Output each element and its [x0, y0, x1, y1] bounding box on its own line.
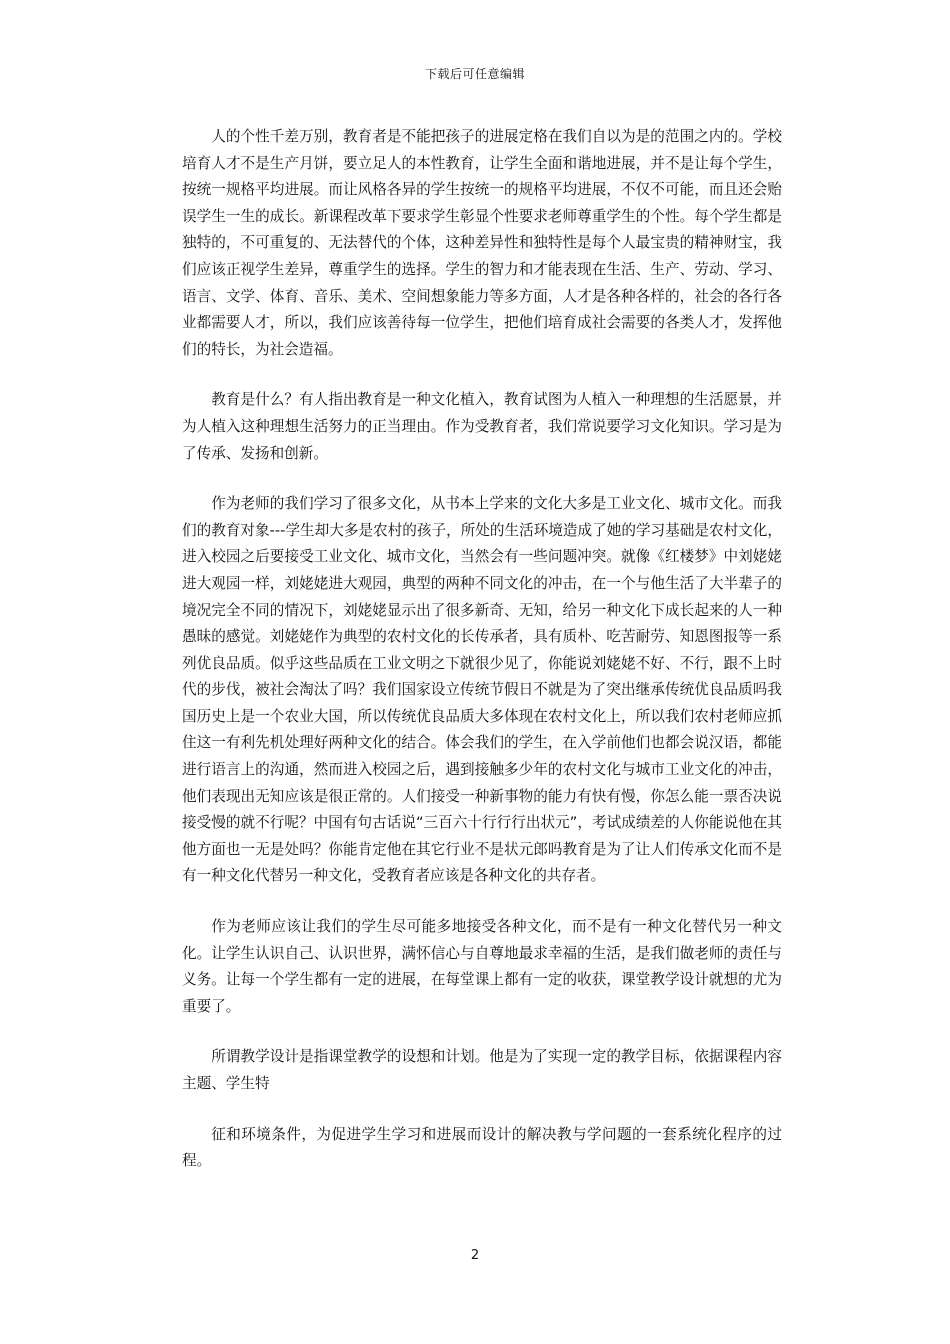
- paragraph-3: 作为老师的我们学习了很多文化，从书本上学来的文化大多是工业文化、城市文化。而我们的教育对象---学生却大多是农村的孩子，所处的生活环境造成了她的学习基础是农村文化，进入校园之后要接受工业文化、城市文化，当然会有一些问题冲突。就像《红楼梦》中刘姥姥进大观园一样，刘姥姥进大观园，典型的两种不同文化的冲击，在一个与他生活了大半辈子的境况完全不同的情况下，刘姥姥显示出了很多新奇、无知，给另一种文化下成长起来的人一种愚昧的感觉。刘姥姥作为典型的农村文化的长传承者，具有质朴、吃苦耐劳、知恩图报等一系列优良品质。似乎这些品质在工业文明之下就很少见了，你能说刘姥姥不好、不行，跟不上时代的步伐，被社会淘汰了吗？我们国家设立传统节假日不就是为了突出继承传统优良品质吗我国历史上是一个农业大国，所以传统优良品质大多体现在农村文化上，所以我们农村老师应抓住这一有利先机处理好两种文化的结合。体会我们的学生，在入学前他们也都会说汉语，都能进行语言上的沟通，然而进入校园之后，遇到接触多少年的农村文化与城市工业文化的冲击，他们表现出无知应该是很正常的。人们接受一种新事物的能力有快有慢，你怎么能一票否决说接受慢的就不行呢？中国有句古话说“三百六十行行行出状元”，考试成绩差的人你能说他在其他方面也一无是处吗？你能肯定他在其它行业不是状元郎吗教育是为了让人们传承文化而不是有一种文化代替另一种文化，受教育者应该是各种文化的共存者。: [182, 495, 782, 885]
- page-number: 2: [470, 1248, 480, 1263]
- paragraph-1: 人的个性千差万别，教育者是不能把孩子的进展定格在我们自以为是的范围之内的。学校培育人才不是生产月饼，要立足人的本性教育，让学生全面和谐地进展，并不是让每个学生，按统一规格平均进展。而让风格各异的学生按统一的规格平均进展，不仅不可能，而且还会贻误学生一生的成长。新课程改革下要求学生彰显个性要求老师尊重学生的个性。每个学生都是独特的，不可重复的、无法替代的个体，这种差异性和独特性是每个人最宝贵的精神财宝，我们应该正视学生差异，尊重学生的选择。学生的智力和才能表现在生活、生产、劳动、学习、语言、文学、体育、音乐、美术、空间想象能力等多方面，人才是各种各样的，社会的各行各业都需要人才，所以，我们应该善待每一位学生，把他们培育成社会需要的各类人才，发挥他们的特长，为社会造福。: [182, 128, 782, 358]
- paragraph-6: 征和环境条件，为促进学生学习和进展而设计的解决教与学问题的一套系统化程序的过程。: [182, 1125, 782, 1170]
- paragraph-5: 所谓教学设计是指课堂教学的设想和计划。他是为了实现一定的教学目标，依据课程内容主题、学生特: [182, 1048, 782, 1092]
- page-header: 下载后可任意编辑: [424, 67, 525, 81]
- paragraph-4: 作为老师应该让我们的学生尽可能多地接受各种文化，而不是有一种文化替代另一种文化。让学生认识自己、认识世界，满怀信心与自尊地最求幸福的生活，是我们做老师的责任与义务。让每一个学生都有一定的进展，在每堂课上都有一定的收获，课堂教学设计就想的尤为重要了。: [182, 918, 782, 1015]
- document-body: [182, 124, 782, 1175]
- paragraph-2: 教育是什么？有人指出教育是一种文化植入，教育试图为人植入一种理想的生活愿景，并为人植入这种理想生活努力的正当理由。作为受教育者，我们常说要学习文化知识。学习是为了传承、发扬和创新。: [182, 391, 782, 462]
